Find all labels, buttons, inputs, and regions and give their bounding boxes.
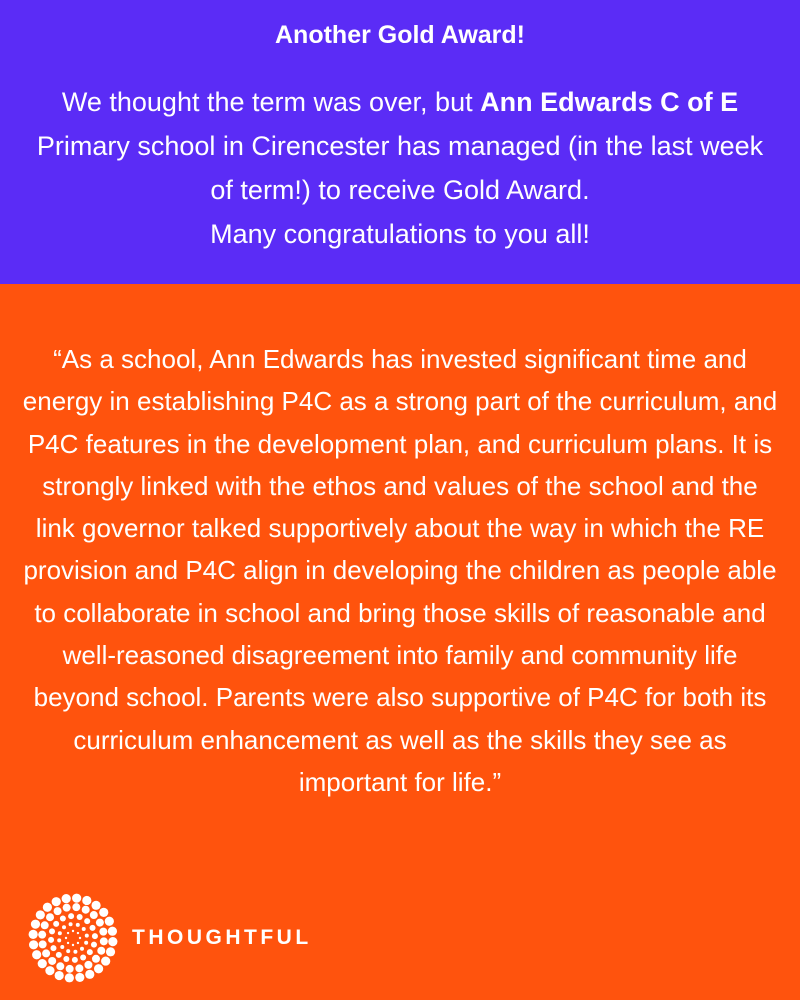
logo-dot: [67, 932, 69, 934]
logo-dot: [72, 894, 81, 903]
logo-dot: [72, 903, 80, 911]
logo-dot: [69, 922, 73, 926]
logo-dot: [82, 927, 86, 931]
logo-dot: [87, 949, 93, 955]
announcement-text: [30, 80, 770, 256]
logo-dot: [38, 959, 47, 968]
logo-dot: [52, 897, 61, 906]
congratulations-text: Many congratulations to you all!: [210, 219, 590, 249]
logo-dot: [49, 928, 55, 934]
logo-dot: [84, 961, 92, 969]
logo-dot: [108, 937, 117, 946]
logo-dot: [100, 937, 108, 945]
logo-dot: [56, 952, 62, 958]
logo-dot: [42, 949, 50, 957]
logo-dot: [108, 927, 117, 936]
logo-dot: [105, 917, 114, 926]
logo-dot: [101, 956, 110, 965]
logo-dot: [72, 930, 74, 932]
logo-dot: [84, 918, 90, 924]
logo-dot: [80, 955, 86, 961]
school-name: Ann Edwards C of E: [480, 87, 739, 117]
logo-dot: [66, 965, 74, 973]
logo-dot: [75, 973, 84, 982]
logo-dot: [77, 942, 79, 944]
logo-dot: [76, 923, 80, 927]
logo-dot: [82, 906, 90, 914]
logo-dot: [45, 966, 54, 975]
logo-dot: [63, 904, 71, 912]
logo-dot: [31, 920, 40, 929]
logo-dot: [38, 931, 46, 939]
logo-dot: [54, 907, 62, 915]
logo-dot: [65, 973, 74, 982]
logo-dot: [92, 933, 98, 939]
logo-dot: [84, 941, 88, 945]
logo-dot: [97, 947, 105, 955]
logo-dot: [96, 919, 104, 927]
logo-dot: [66, 949, 70, 953]
logo-dot: [90, 925, 96, 931]
logo-dot: [94, 964, 103, 973]
logo-dot: [63, 956, 69, 962]
logo-dot: [68, 913, 74, 919]
radiating-dots-icon: [28, 893, 118, 983]
logo-dot: [106, 947, 115, 956]
logo-dot: [62, 894, 71, 903]
logo-dot: [91, 901, 100, 910]
announcement-detail: Primary school in Cirencester has managed (in the last week of term!) to receive Gold Award.: [36, 131, 764, 205]
logo-dot: [77, 932, 79, 934]
logo-dot: [62, 925, 66, 929]
logo-dot: [77, 914, 83, 920]
logo-dot: [50, 945, 56, 951]
logo-dot: [32, 950, 41, 959]
logo-dot: [48, 957, 56, 965]
logo-dot: [90, 911, 98, 919]
logo-dot: [79, 937, 81, 939]
logo-dot: [48, 937, 54, 943]
logo-dot: [58, 931, 62, 935]
logo-dot: [72, 957, 78, 963]
logo-dot: [39, 940, 47, 948]
logo-dot: [67, 942, 69, 944]
logo-dot: [82, 896, 91, 905]
logo-dot: [60, 915, 66, 921]
logo-dot: [85, 934, 89, 938]
logo-dot: [53, 921, 59, 927]
page-title: Another Gold Award!: [275, 21, 525, 49]
logo-dot: [29, 930, 38, 939]
testimonial-quote: “As a school, Ann Edwards has invested significant time and energy in establishing P4C as a strong part of the curriculum, and P4C features in the development plan, and curriculum plans. It is strongly linked with the ethos and values of the school and the link governor talked supportively about the way in which the RE provision and P4C align in developing the children as people able to collaborate in school and bring those skills of reasonable and well-reasoned disagreement into family and community life beyond school. Parents were also supportive of P4C for both its curriculum enhancement as well as the skills they see as important for life.”: [22, 344, 778, 797]
logo-dot: [55, 971, 64, 980]
logo-dot: [85, 970, 94, 979]
logo-dot: [36, 910, 45, 919]
logo-dot: [29, 940, 38, 949]
logo-dot: [46, 913, 54, 921]
logo-dot: [91, 942, 97, 948]
logo-dot: [73, 950, 77, 954]
announcement-intro: We thought the term was over, but: [61, 87, 481, 117]
logo-dot: [60, 945, 64, 949]
logo-dot: [99, 928, 107, 936]
logo-dot: [57, 938, 61, 942]
brand-name: THOUGHTFUL: [132, 926, 312, 949]
logo-dot: [43, 903, 52, 912]
logo-dot: [41, 921, 49, 929]
logo-dot: [72, 944, 74, 946]
logo-dot: [99, 908, 108, 917]
logo-dot: [56, 962, 64, 970]
logo-dot: [65, 937, 67, 939]
logo-dot: [80, 947, 84, 951]
logo-dot: [92, 955, 100, 963]
logo-dot: [75, 964, 83, 972]
